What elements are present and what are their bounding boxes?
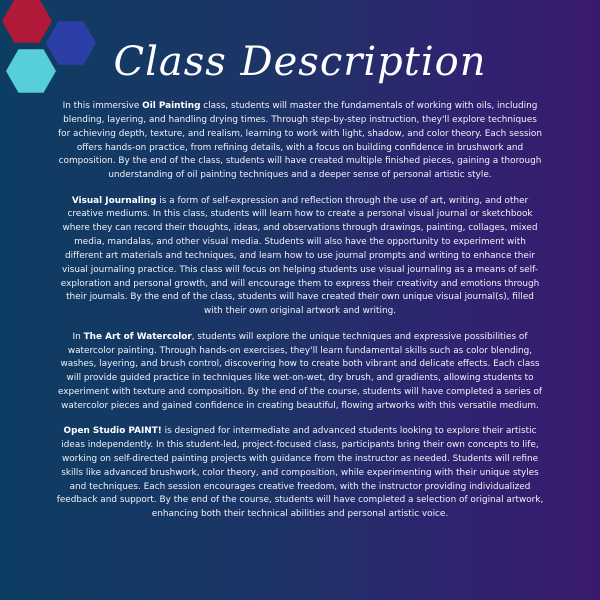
class-name-open-studio: Open Studio PAINT!	[63, 426, 162, 437]
red-hexagon	[2, 0, 52, 43]
class-descriptions	[56, 100, 544, 534]
watercolor-description: In The Art of Watercolor, students will explore the unique techniques and expressive possibilities of watercolor painting. Through hands-on exercises, they'll learn fundamental skills such as color blending, washes, layering, and brush control, discovering how to create both vibrant and delicate effects. Each class will provide guided practice in techniques like wet-on-wet, dry brush, and gradients, allowing students to experiment with texture and composition. By the end of the course, students will have completed a series of watercolor pieces and gained confidence in creating beautiful, flowing artworks with this versatile medium.	[57, 331, 543, 411]
class-name-visual-journaling: Visual Journaling	[71, 195, 157, 206]
oil-painting-description: In this immersive Oil Painting class, students will master the fundamentals of working with oils, including blending, layering, and handling drying times. Through step-by-step instruction, they'll explore techniques for achieving depth, texture, and realism, learning to work with light, shadow, and color theory. Each session offers hands-on practice, from refining details, with a focus on building confidence in brushwork and composition. By the end of the class, students will have created multiple finished pieces, gaining a thorough understanding of oil painting techniques and a deeper sense of personal artistic style.	[58, 101, 542, 181]
class-name-watercolor: The Art of Watercolor	[83, 331, 192, 342]
class-name-oil-painting: Oil Painting	[142, 101, 201, 111]
open-studio-description: Open Studio PAINT! is designed for intermediate and advanced students looking to explore their artistic ideas independently. In this student-led, project-focused class, participants bring their own concepts to life, working on self-directed painting projects with guidance from the instructor as needed. Students will refine skills like advanced brushwork, color theory, and composition, while experimenting with their unique styles and techniques. Each session encourages creative freedom, with the instructor providing individualized feedback and support. By the end of the course, students will have completed a selection of original artwork, enhancing both their technical abilities and personal artistic voice.	[56, 426, 544, 520]
visual-journaling-description: Visual Journaling is a form of self-expression and reflection through the use of art, writing, and other creative mediums. In this class, students will learn how to create a personal visual journal or sketchbook where they can record their thoughts, ideas, and observations through drawings, painting, collages, mixed media, mandalas, and other visual media. Students will also have the opportunity to experiment with different art materials and techniques, and learn how to use journal prompts and writing to enhance their visual journaling practice. This class will focus on helping students use visual journaling as a means of self-exploration and personal growth, and will encourage them to express their creativity and emotions through their journals. By the end of the class, students will have created their own unique visual journal(s), filled with their own original artwork and writing.	[60, 195, 540, 317]
page-title: Class Description	[113, 39, 487, 85]
